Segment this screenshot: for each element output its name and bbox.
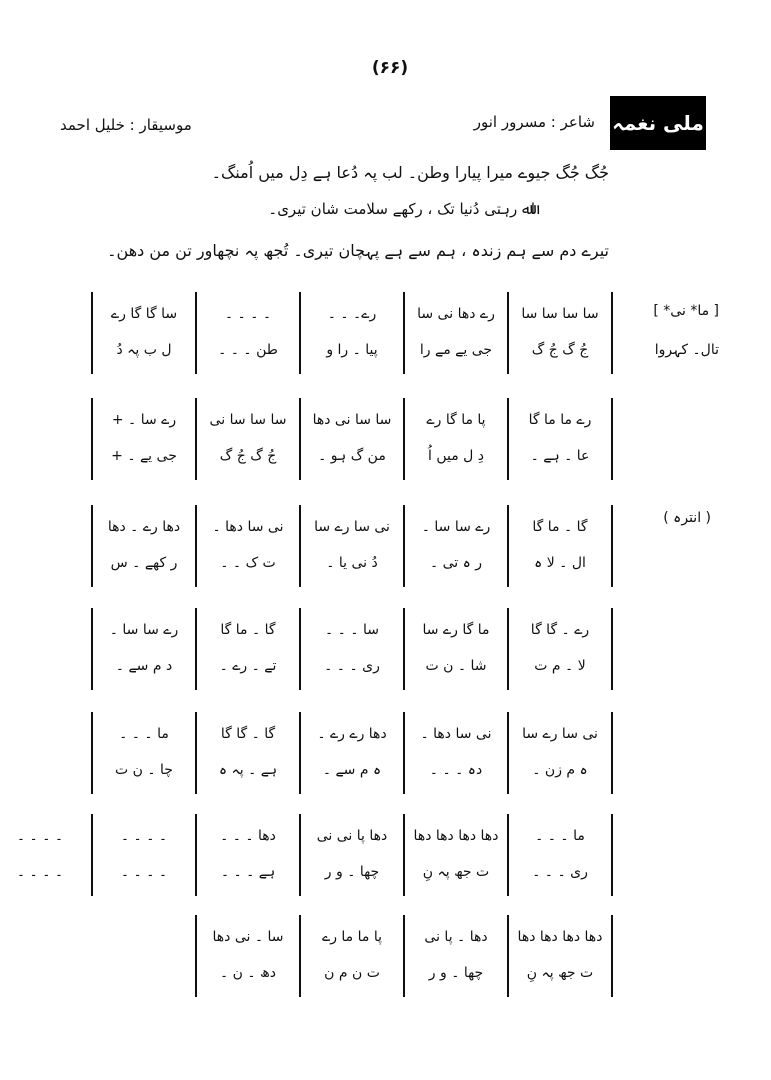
note-cell: سا سا نی دھا — [312, 412, 392, 428]
note-cell: سا سا سا سا — [521, 306, 599, 322]
note-cell: سا ۔ نی دھا — [212, 929, 284, 945]
note-cell: ۔ ۔ ۔ ۔ — [16, 828, 64, 844]
note-cell: ما گا رے سا — [422, 622, 490, 638]
note-cell: ما ۔ ۔ ۔ — [119, 726, 169, 742]
antara-label: ( انترہ ) — [663, 510, 711, 526]
lyric-syllable-cell: جُ گ جُ گ — [219, 448, 277, 464]
note-cell: رے سا سا ۔ — [421, 519, 491, 535]
bar-line — [507, 712, 509, 794]
bar-line — [611, 505, 613, 587]
bar-line — [299, 814, 301, 896]
lyric-syllable-cell: ہ م زن ۔ — [532, 762, 588, 778]
note-cell: گا ۔ گا گا — [220, 726, 276, 742]
lyric-syllable-cell: ہے ۔ پہ ہ — [218, 762, 278, 778]
bar-line — [91, 712, 93, 794]
bar-line — [195, 814, 197, 896]
bar-line — [507, 292, 509, 374]
bar-line — [403, 505, 405, 587]
bar-line — [299, 505, 301, 587]
bar-line — [299, 608, 301, 690]
bar-line — [611, 292, 613, 374]
bar-line — [195, 292, 197, 374]
note-cell: رے دھا نی سا — [417, 306, 495, 322]
bar-line — [195, 712, 197, 794]
lyric-syllable-cell: دہ ۔ ۔ ۔ — [429, 762, 483, 778]
bar-line — [611, 398, 613, 480]
lyric-line: جُگ جُگ جیوے میرا پیارا وطن۔ لب پہ دُعا ہے دِل میں اُمنگ۔ — [211, 163, 609, 182]
taal-label: تال۔ کہروا — [654, 342, 719, 358]
lyric-syllable-cell: ر کھے ۔ س — [110, 555, 178, 571]
lyric-syllable-cell: ری ۔ ۔ ۔ — [532, 864, 588, 880]
bar-line — [611, 712, 613, 794]
lyric-syllable-cell: د م سے ۔ — [115, 658, 173, 674]
note-cell: رے سا سا ۔ — [109, 622, 179, 638]
lyric-syllable-cell: دھ ۔ ن ۔ — [219, 965, 277, 981]
note-cell: ما ۔ ۔ ۔ — [535, 828, 585, 844]
lyric-syllable-cell: دِ ل میں اُ — [427, 448, 485, 464]
bar-line — [91, 608, 93, 690]
note-cell: گا ۔ ما گا — [220, 622, 276, 638]
lyric-syllable-cell: ہ م سے ۔ — [322, 762, 382, 778]
page-number: (۶۶) — [371, 58, 409, 78]
note-cell: پا ما ما رے — [321, 929, 382, 945]
bar-line — [195, 608, 197, 690]
lyric-syllable-cell: جی یے مے را — [419, 342, 493, 358]
bar-line — [403, 712, 405, 794]
note-cell: دھا دھا دھا دھا — [413, 828, 499, 844]
bar-line — [403, 915, 405, 997]
lyric-syllable-cell: ت ن م ن — [324, 965, 380, 981]
lyric-syllable-cell: جی یے ۔ + — [111, 448, 177, 464]
bar-line — [195, 915, 197, 997]
lyric-syllable-cell: چھا ۔ و ر — [428, 965, 484, 981]
bar-line — [195, 398, 197, 480]
lyric-syllable-cell: طن ۔ ۔ ۔ — [218, 342, 278, 358]
bar-line — [611, 608, 613, 690]
composer-credit: موسیقار : خلیل احمد — [60, 116, 192, 134]
lyric-line: تیرے دم سے ہم زندہ ، ہم سے ہے پہچان تیری۔ تُجھ پہ نچھاور تن من دھن۔ — [107, 241, 609, 260]
lyric-syllable-cell: ری ۔ ۔ ۔ — [324, 658, 380, 674]
lyric-syllable-cell: من گ ہو ۔ — [318, 448, 386, 464]
note-cell: رے ما ما گا — [528, 412, 592, 428]
lyric-syllable-cell: تے ۔ رے ۔ — [219, 658, 277, 674]
note-cell: رے سا ۔ + — [111, 412, 177, 428]
bar-line — [91, 814, 93, 896]
lyric-syllable-cell: عا ۔ ہے ۔ — [530, 448, 590, 464]
bar-line — [299, 915, 301, 997]
bar-line — [611, 814, 613, 896]
poet-credit: شاعر : مسرور انور — [473, 113, 595, 131]
bar-line — [403, 814, 405, 896]
lyric-syllable-cell: شا ۔ ن ت — [425, 658, 487, 674]
note-cell: نی سا دھا ۔ — [212, 519, 284, 535]
bar-line — [403, 292, 405, 374]
bar-line — [507, 915, 509, 997]
note-cell: سا ۔ ۔ ۔ — [325, 622, 379, 638]
note-cell: نی سا دھا ۔ — [420, 726, 492, 742]
lyric-syllable-cell: جُ گ جُ گ — [531, 342, 589, 358]
bar-line — [299, 292, 301, 374]
bar-line — [91, 292, 93, 374]
lyric-syllable-cell: دُ نی یا ۔ — [326, 555, 378, 571]
note-cell: رے۔ ۔ ۔ — [327, 306, 377, 322]
note-cell: ۔ ۔ ۔ ۔ — [224, 306, 272, 322]
lyric-syllable-cell: ہے ۔ ۔ ۔ — [220, 864, 276, 880]
lyric-syllable-cell: ت جھ پہ نِ — [422, 864, 490, 880]
bar-line — [195, 505, 197, 587]
note-cell: ۔ ۔ ۔ ۔ — [120, 828, 168, 844]
lyric-syllable-cell: چھا ۔ و ر — [324, 864, 380, 880]
bar-line — [611, 915, 613, 997]
lyric-syllable-cell: ل ب پہ دُ — [116, 342, 172, 358]
lyric-syllable-cell: ر ہ تی ۔ — [429, 555, 483, 571]
note-cell: سا گا گا رے — [110, 306, 178, 322]
note-cell: پا ما گا رے — [426, 412, 486, 428]
lyric-syllable-cell: چا ۔ ن ت — [115, 762, 173, 778]
lyric-line: اﷲ رہتی دُنیا تک ، رکھے سلامت شان تیری۔ — [268, 200, 535, 218]
note-cell: دھا پا نی نی — [316, 828, 388, 844]
bar-line — [403, 608, 405, 690]
bar-line — [91, 505, 93, 587]
note-cell: دھا رے رے ۔ — [317, 726, 387, 742]
lyric-syllable-cell: ال ۔ لا ہ — [534, 555, 586, 571]
song-title: ملی نغمہ — [610, 96, 706, 150]
note-cell: سا سا سا نی — [209, 412, 287, 428]
lyric-syllable-cell: پیا ۔ را و — [326, 342, 378, 358]
note-cell: نی سا رے سا — [314, 519, 390, 535]
bar-line — [299, 712, 301, 794]
bar-line — [507, 505, 509, 587]
lyric-syllable-cell: ۔ ۔ ۔ ۔ — [16, 864, 64, 880]
note-cell: گا ۔ ما گا — [532, 519, 588, 535]
note-cell: دھا ۔ ۔ ۔ — [220, 828, 276, 844]
bar-line — [507, 608, 509, 690]
lyric-syllable-cell: لا ۔ م ت — [534, 658, 586, 674]
bar-line — [507, 398, 509, 480]
note-cell: نی سا رے سا — [522, 726, 598, 742]
bar-line — [403, 398, 405, 480]
thaat-label: [ ما* نی* ] — [653, 303, 719, 319]
note-cell: دھا دھا دھا دھا — [517, 929, 603, 945]
lyric-syllable-cell: ت ک ۔ ۔ — [220, 555, 276, 571]
lyric-syllable-cell: ۔ ۔ ۔ ۔ — [120, 864, 168, 880]
lyric-syllable-cell: ت جھ پہ نِ — [526, 965, 594, 981]
note-cell: رے ۔ گا گا — [530, 622, 590, 638]
note-cell: دھا ۔ پا نی — [424, 929, 488, 945]
note-cell: دھا رے ۔ دھا — [107, 519, 181, 535]
bar-line — [299, 398, 301, 480]
bar-line — [507, 814, 509, 896]
bar-line — [91, 398, 93, 480]
